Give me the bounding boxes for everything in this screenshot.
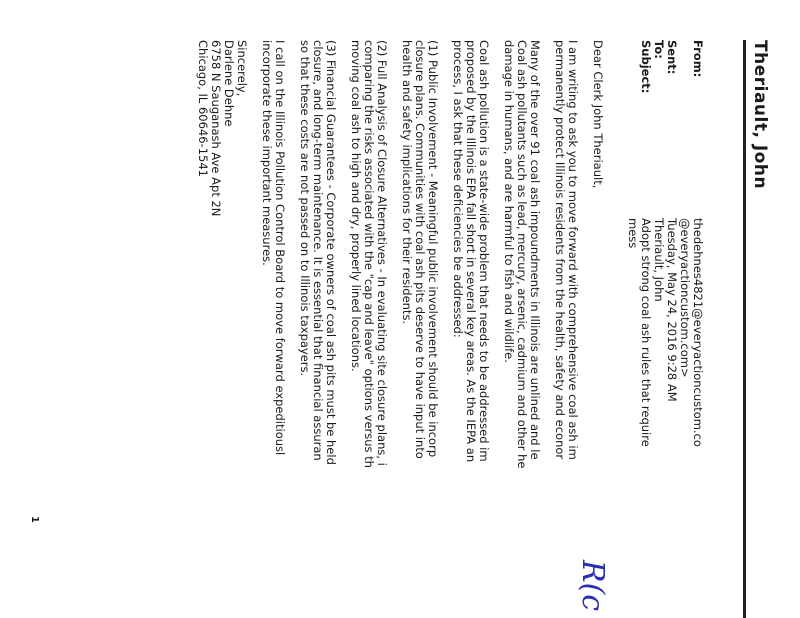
to-value: Theriault, John <box>652 218 666 302</box>
paragraph-1: I am writing to ask you to move forward with comprehensive coal ash im permanently protect Illinois residents from the health, safety and econor <box>553 40 580 460</box>
sent-value: Tuesday, May 24, 2016 9:28 AM <box>665 218 679 402</box>
paragraph-6: (3) Financial Guarantees - Corporate owners of coal ash pits must be held closure, and long-term maintenance. It is essential that financial assuran so that these costs are not passed on to Illinois taxpayers. <box>298 40 338 465</box>
paragraph-2: Many of the over 91 coal ash impoundments in Illinois are unlined and le Coal ash pollutants such as lead, mercury, arsenic, cadmium and other he damage in humans, and are harmful to fish and wildlife. <box>502 40 542 469</box>
sent-label: Sent: <box>665 40 679 75</box>
paragraph-7: I call on the Illinois Pollution Control Board to move forward expeditiousl incorporate these important measures. <box>260 40 287 456</box>
signer-address-2: Chicago, IL 60646-1541 <box>196 40 210 177</box>
closing: Sincerely, <box>235 40 249 97</box>
paragraph-5: (2) Full Analysis of Closure Alternatives - In evaluating site closure plans, i comparing the risks associated with the "cap and leave" options versus th moving coal ash to high and dry, properly lined locations. <box>349 40 389 468</box>
signature-block <box>196 40 248 618</box>
signer-name: Darlene Dehne <box>222 40 236 127</box>
from-label: From: <box>691 40 705 78</box>
paragraph-4: (1) Public Involvement - Meaningful public involvement should be incorp closure plans. Communities with coal ash pits deserve to have input into health and safety implications for their residents. <box>400 40 440 459</box>
to-label: To: <box>652 40 666 59</box>
title-divider <box>743 40 746 618</box>
subject-value-line2: mess <box>626 218 640 249</box>
paragraph-3: Coal ash pollution is a state-wide problem that needs to be addressed im proposed by the Illinois EPA fall short in several key areas. As the IEPA an process, I ask that these deficiencies be addressed: <box>451 40 491 463</box>
from-value-line1: thedehnes4821@everyactioncustom.co <box>691 218 705 447</box>
letter-body <box>184 40 604 618</box>
signer-address-1: 6758 N Sauganash Ave Apt 2N <box>209 40 223 217</box>
document-title: Theriault, John <box>750 40 770 190</box>
subject-label: Subject: <box>639 40 653 94</box>
from-value-line2: @everyactioncustom.com> <box>678 218 692 378</box>
subject-value-line1: Adopt strong coal ash rules that require <box>639 218 653 447</box>
handwritten-annotation: R(c <box>575 560 610 612</box>
salutation: Dear Clerk John Theriault, <box>591 40 605 189</box>
page-number: 1 <box>29 516 40 523</box>
